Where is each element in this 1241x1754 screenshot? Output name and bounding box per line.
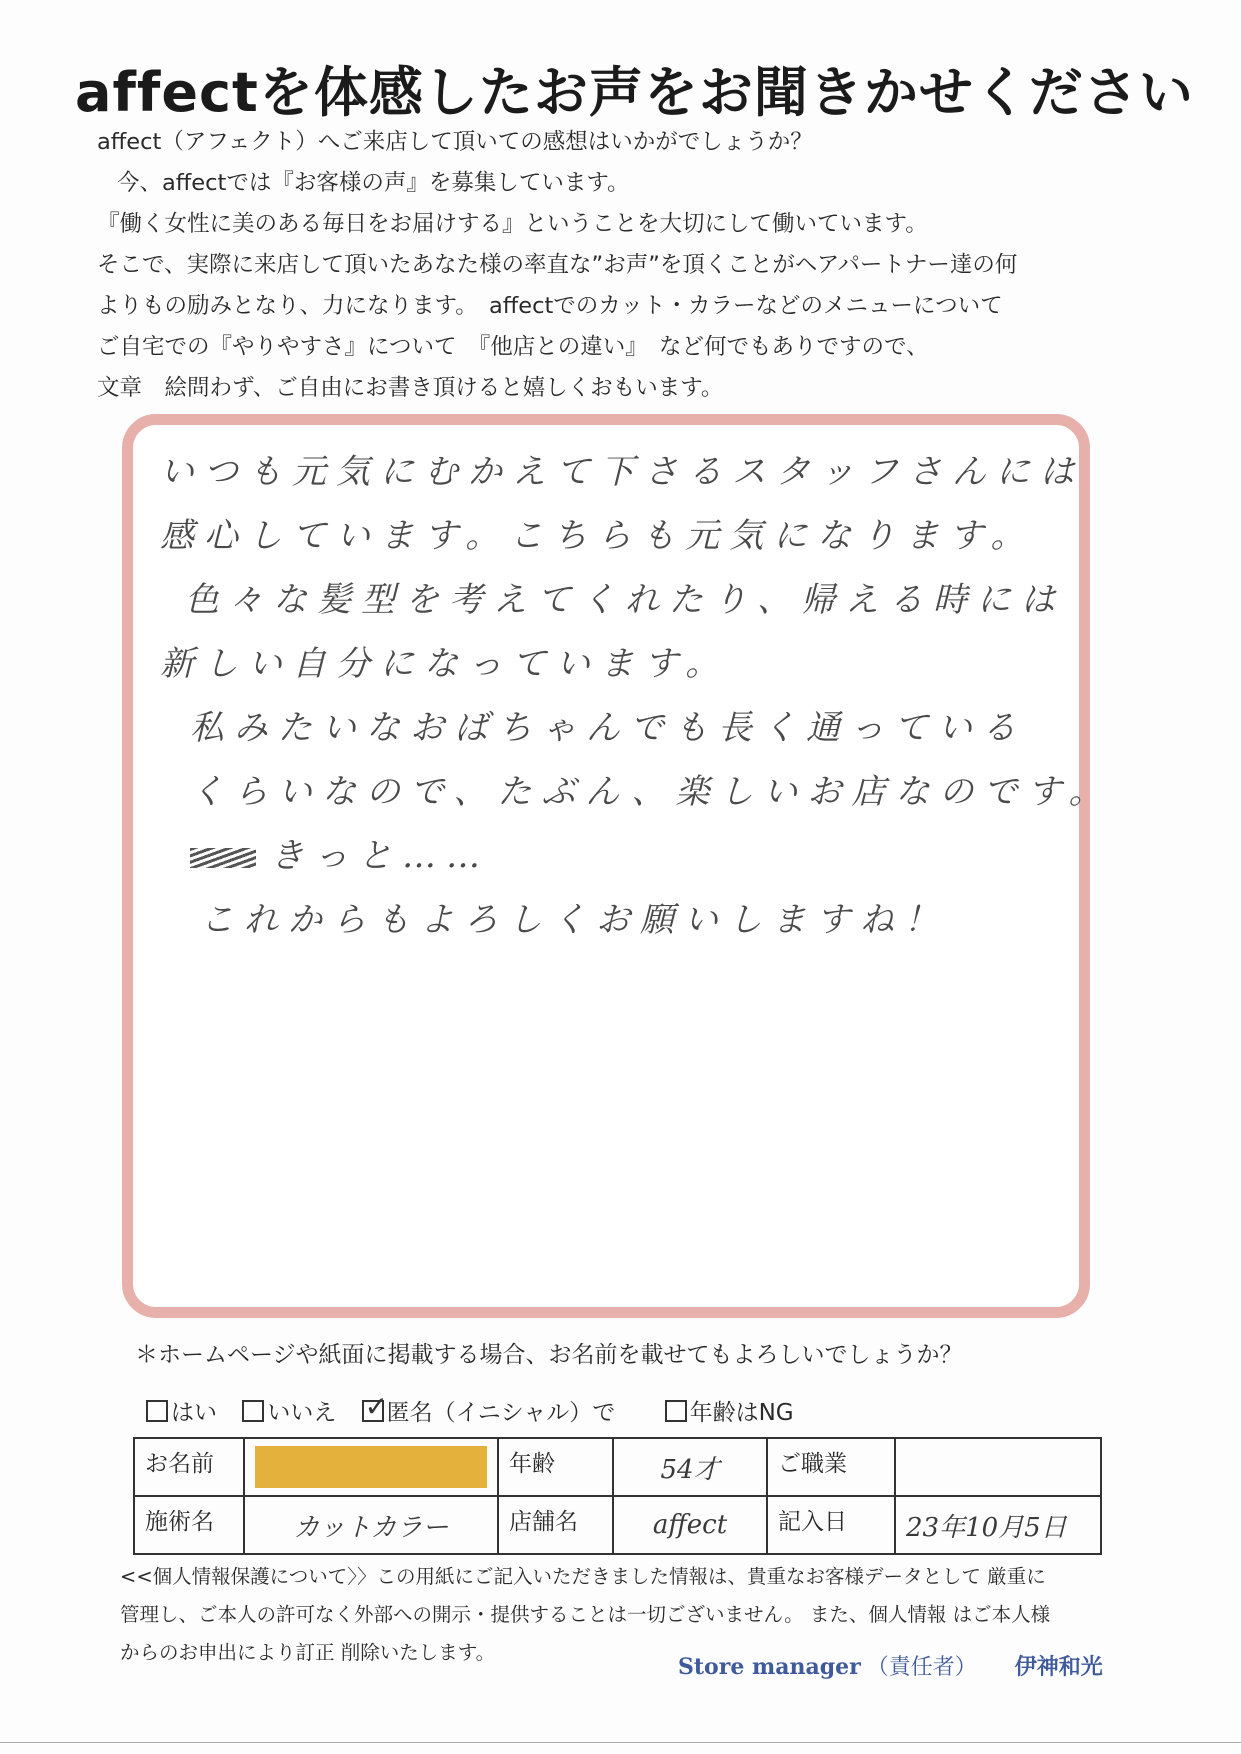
- option-yes[interactable]: [146, 1394, 217, 1427]
- checked-checkbox-icon[interactable]: [362, 1400, 384, 1422]
- checkbox-icon[interactable]: [146, 1400, 168, 1422]
- option-no[interactable]: [242, 1394, 336, 1427]
- privacy-line: <<個人情報保護について〉〉この用紙にご記入いただきました情報は、貴重なお客様データとして 厳重に: [120, 1565, 1046, 1588]
- job-label: ご職業: [767, 1438, 895, 1496]
- job-field[interactable]: [895, 1438, 1101, 1496]
- bottom-rule: [0, 1742, 1241, 1743]
- service-label: 施術名: [134, 1496, 244, 1554]
- name-label: お名前: [134, 1438, 244, 1496]
- option-label: はい: [171, 1400, 217, 1426]
- name-field[interactable]: [244, 1438, 498, 1496]
- checkbox-icon[interactable]: [665, 1400, 687, 1422]
- service-field[interactable]: カットカラー: [244, 1496, 498, 1554]
- intro-line: よりもの励みとなり、力になります。 affectでのカット・カラーなどのメニューについて: [97, 293, 1003, 319]
- option-label: 年齢はNG: [689, 1400, 794, 1426]
- intro-line: 文章 絵問わず、ご自由にお書き頂けると嬉しくおもいます。: [97, 375, 724, 401]
- scribble-mark: [190, 848, 256, 868]
- comment-line: いつも元気にむかえて下さるスタッフさんには: [160, 452, 1084, 492]
- store-manager-signature: [678, 1650, 1103, 1681]
- store-field[interactable]: affect: [613, 1496, 767, 1554]
- date-label: 記入日: [767, 1496, 895, 1554]
- option-anonymous[interactable]: [362, 1394, 616, 1427]
- intro-line: 『働く女性に美のある毎日をお届けする』ということを大切にして働いています。: [97, 211, 928, 237]
- comment-line: 色々な髪型を考えてくれたり、帰える時には: [185, 580, 1065, 620]
- handwritten-comment: [160, 440, 1113, 952]
- privacy-line: 管理し、ご本人の許可なく外部への開示・提供することは一切ございません。 また、個人情報 はご本人様: [120, 1603, 1051, 1626]
- intro-line: ご自宅での『やりやすさ』について 『他店との違い』 など何でもありですので、: [97, 334, 929, 360]
- intro-text: [97, 122, 1017, 409]
- date-field[interactable]: 23年10月5日: [895, 1496, 1101, 1554]
- intro-line: affect（アフェクト）へご来店して頂いての感想はいかがでしょうか？: [97, 129, 813, 155]
- option-label: 匿名（イニシャル）で: [386, 1400, 616, 1426]
- publish-question: ＊ホームページや紙面に掲載する場合、お名前を載せてもよろしいでしょうか？: [135, 1342, 963, 1368]
- comment-line-text: きっと……: [270, 836, 490, 876]
- age-label: 年齢: [498, 1438, 613, 1496]
- intro-line: そこで、実際に来店して頂いたあなた様の率直な”お声”を頂くことがヘアパートナー達の何: [97, 252, 1018, 278]
- age-field[interactable]: 54才: [613, 1438, 767, 1496]
- comment-line: [160, 824, 1113, 888]
- checkbox-icon[interactable]: [242, 1400, 264, 1422]
- comment-line: 私みたいなおばちゃんでも長く通っている: [190, 708, 1026, 748]
- option-label: いいえ: [267, 1400, 337, 1426]
- publish-options: [146, 1394, 812, 1428]
- redaction-block: [255, 1446, 487, 1488]
- comment-line: 新しい自分になっています。: [160, 644, 730, 684]
- intro-line: 今、affectでは『お客様の声』を募集しています。: [117, 170, 630, 196]
- store-label: 店舗名: [498, 1496, 613, 1554]
- comment-line: くらいなので、たぶん、楽しいお店なのです。: [190, 772, 1113, 812]
- manager-label: Store manager: [678, 1654, 861, 1680]
- manager-name: 伊神和光: [1014, 1654, 1103, 1680]
- manager-role: （責任者）: [866, 1655, 977, 1680]
- page-title: affectを体感したお声をお聞きかせください: [75, 61, 1194, 124]
- privacy-line: からのお申出により訂正 削除いたします。: [120, 1641, 496, 1664]
- comment-line: 感心しています。こちらも元気になります。: [160, 516, 1035, 556]
- option-age-ng[interactable]: [665, 1394, 794, 1427]
- comment-line: これからもよろしくお願いしますね！: [200, 900, 948, 940]
- customer-info-table: [133, 1437, 1102, 1555]
